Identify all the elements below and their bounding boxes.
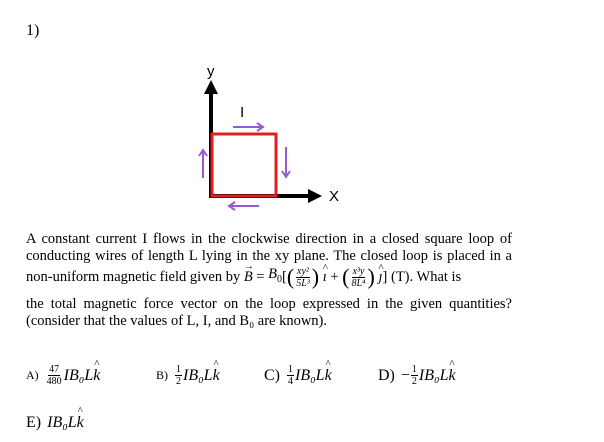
field-intro: non-uniform magnetic field given by [26,268,241,285]
option-a-letter: A) [26,368,39,382]
option-a-expression: IB₀L [63,366,94,384]
plus-sign: + [330,268,339,285]
option-d-expression: IB₀L [418,366,449,384]
k-hat: k ^ [93,367,100,385]
option-e[interactable] [26,414,84,432]
current-arrow-right [282,147,290,177]
option-d-letter: D) [378,366,395,384]
option-c-expression: IB₀L [295,366,325,384]
x-axis-label: X [329,188,340,205]
k-hat: k ^ [77,414,84,432]
term1-fraction: $\frac{\text{xy²}}{\text{5L³}}$ [296,265,310,289]
option-b-letter: B) [156,368,168,382]
option-d-sign: − [400,366,410,384]
option-b-fraction: $\frac{1}{2}$ [176,364,181,387]
question-text-line-2: conducting wires of length L lying in the xy plane. The closed loop is placed in a [26,248,512,264]
current-arrow-bottom [229,202,259,210]
option-d-fraction: $\frac{1}{2}$ [411,364,417,387]
option-c[interactable] [264,364,332,387]
current-arrow-top [233,123,263,131]
question-text-line-3: non-uniform magnetic field given by B → = $B_0$ [ ( $\frac{\text{xy²}}{\text{5L³}}$ ) ı ^ + ( $\frac{\text{x³y}}{\text{8L⁴}}$ ) ȷ ^ ] (T). What is [26,267,512,287]
k-hat: k ^ [325,367,332,385]
current-label: I [240,104,245,121]
question-text-line-4: the total magnetic force vector on the loop expressed in the given quantities? [26,296,512,312]
term2-fraction: $\frac{\text{x³y}}{\text{8L⁴}}$ [351,265,366,289]
option-a-fraction: $\frac{47}{480}$ [46,364,62,387]
question-text-line-5: (consider that the values of L, I, and B₀ are known). [26,313,328,329]
j-hat: ȷ ^ [379,269,383,286]
option-e-expression: IB₀L [47,414,77,431]
b0-symbol: $B_0$ [268,266,283,285]
magnetic-field-symbol: B → [244,269,253,286]
k-hat: k ^ [448,367,455,385]
y-axis-arrowhead [204,80,218,94]
y-axis-label: y [207,63,215,80]
option-e-letter: E) [26,414,42,431]
option-d[interactable] [378,364,456,387]
option-b-expression: IB₀L [183,366,213,384]
question-text-line-1: A constant current I flows in the clockwise direction in a closed square loop of [26,231,512,247]
square-loop [212,134,276,196]
question-number: 1) [26,22,40,39]
current-arrow-left [199,150,207,178]
k-hat: k ^ [213,367,220,385]
option-b[interactable] [156,364,220,387]
field-outro: (T). What is [391,268,462,285]
x-axis-arrowhead [308,189,322,203]
option-c-letter: C) [264,366,280,384]
i-hat: ı ^ [323,269,327,286]
option-c-fraction: $\frac{1}{4}$ [288,364,293,387]
option-a[interactable] [26,364,100,387]
equals-sign: = [256,268,265,285]
